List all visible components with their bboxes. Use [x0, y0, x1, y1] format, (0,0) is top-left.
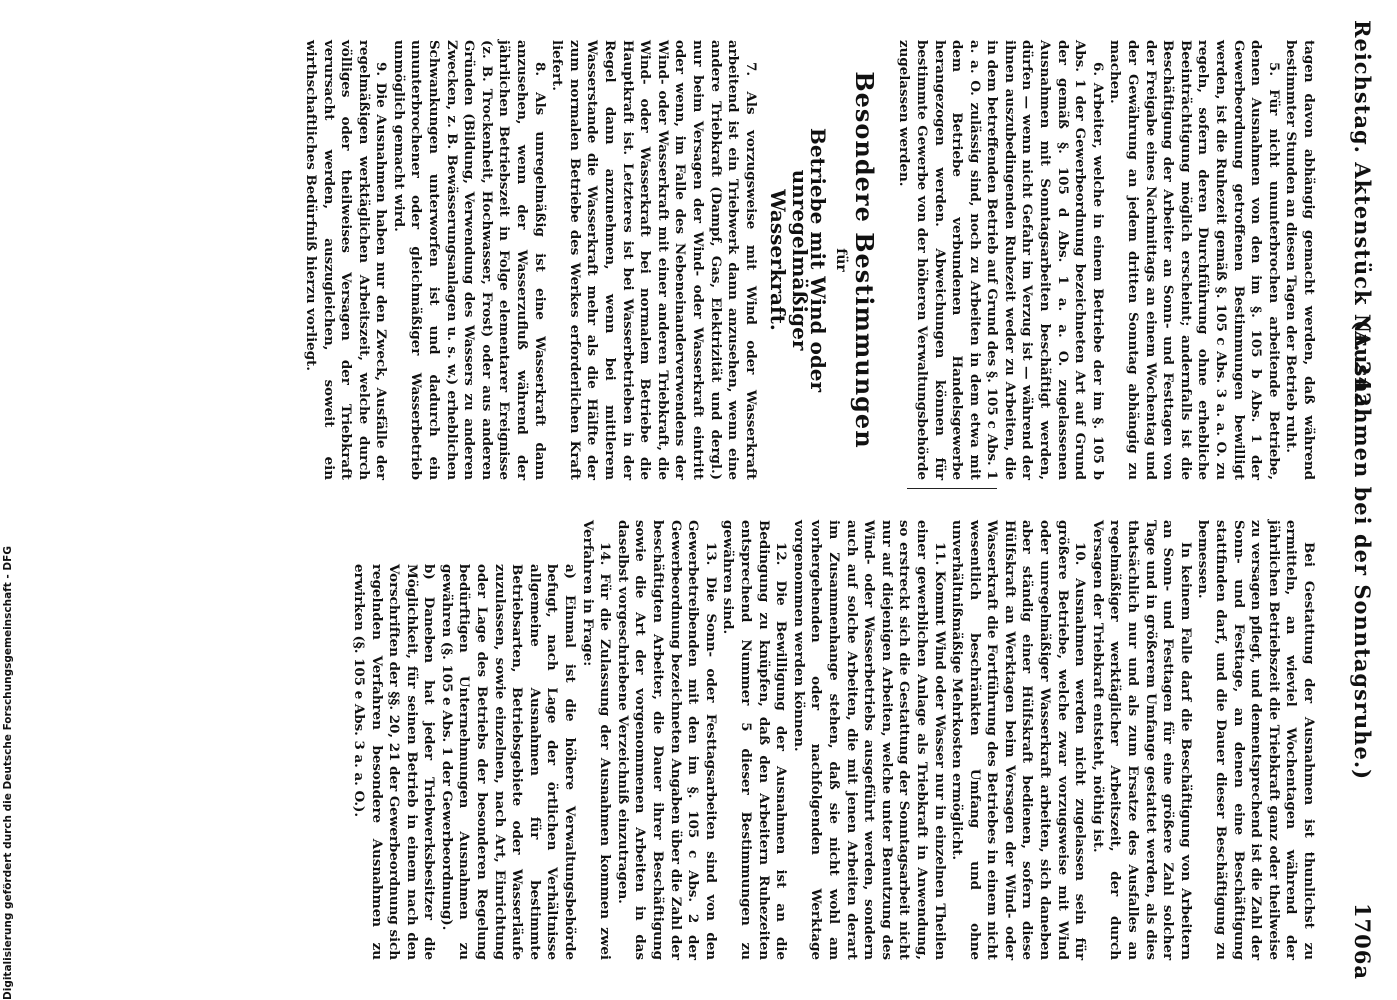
paragraph-10: 10. Ausnahmen werden nicht zugelassen sein für größere Betriebe, welche zwar vorzugsweise mit Wind oder unregelmäßiger Wasserkraft arbeiten, sich daneben aber ständig einer Hülfskraft bedienen, sofern diese Hülfskraft an Werktagen beim Versagen der Wind- oder Wasserkraft die Fortführung des Betriebes in einem nicht wesentlich beschränkten Umfang und ohne unverhältnißmäßige Mehrkosten ermöglicht. [949, 520, 1089, 960]
paragraph-12: 12. Die Bewilligung der Ausnahmen ist an die Bedingung zu knüpfen, daß den Arbeitern Ruhezeiten entsprechend Nummer 5 dieser Bestimmungen zu gewähren sind. [720, 520, 790, 960]
section-subtitle-line-1: Betriebe mit Wind oder unregelmäßiger [787, 127, 830, 393]
list-item-a: a) Einmal ist die höhere Verwaltungsbehörde befugt, nach Lage der örtlichen Verhältnisse allgemeine Ausnahmen für bestimmte Betriebsarten, Betriebsgebiete oder Wasserläufe zuzulassen, sowie einzelnen, nach Art, Einrichtung oder Lage des Betriebs der besonderen Regelung bedürftigen Unternehmungen Ausnahmen zu gewähren (§. 105 e Abs. 1 der Gewerbeordnung). [438, 564, 579, 960]
page-number: 1706a [1350, 902, 1375, 980]
paragraph-6: 6. Arbeiter, welche in einem Betriebe der im §. 105 b Abs. 1 der Gewerbeordnung bezeichneten Art auf Grund der gemäß §. 105 d Abs. 1 a. a. O. zugelassenen Ausnahmen mit Sonntagsarbeiten beschäftigt werden, dürfen — wenn nicht Gefahr im Verzug ist — während der ihnen auszubedingenden Ruhezeit weder zu Arbeiten, die in dem betreffenden Betrieb auf Grund des §. 105 c Abs. 1 a. a. O. zulässig sind, noch zu Arbeiten in dem etwa mit dem Betriebe verbundenen Handelsgewerbe herangezogen werden. Abweichungen können für bestimmte Gewerbe von der höheren Verwaltungsbehörde zugelassen werden. [896, 40, 1106, 480]
paragraph-7: 7. Als vorzugsweise mit Wind oder Wasserkraft arbeitend ist ein Triebwerk dann anzusehen, wenn eine andere Triebkraft (Dampf, Gas, Elektrizität und dergl.) nur beim Versagen der Wind- oder Wasserkraft eintritt oder wenn, im Falle des Nebeneinanderverwendens der Wind- oder Wasserkraft mit einer anderen Triebkraft, die Wind- oder Wasserkraft bei normalem Betriebe die Hauptkraft ist. Letzteres ist bei Wasserbetrieben in der Regel dann anzunehmen, wenn bei mittlerem Wasserstande die Wasserkraft mehr als die Hälfte der zum normalen Betriebe des Werkes erforderlichen Kraft liefert. [549, 40, 759, 480]
column-divider [907, 488, 997, 489]
paragraph: Bei Gestattung der Ausnahmen ist thunlichst zu ermitteln, an wieviel Wochentagen während der jährlichen Betriebszeit die Triebkraft ganz oder theilweise zu versagen pflegt, und dementsprechend ist die Zahl der Sonn- und Festtage, an denen eine Beschäftigung stattfinden darf, und die Dauer dieser Beschäftigung zu bemessen. [1195, 520, 1317, 960]
paragraph-9: 9. Die Ausnahmen haben nur den Zweck, Ausfälle der regelmäßigen werktäglichen Arbeitszeit, welche durch völliges oder theilweises Versagen der Triebkraft verursacht werden, auszugleichen, soweit ein wirthschaftliches Bedürfniß hierzu vorliegt. [302, 40, 390, 480]
header-left: Reichstag. Aktenstück Nr. 242. [1350, 20, 1375, 416]
list-item-b: b) Daneben hat jeder Triebwerksbesitzer die Möglichkeit, für seinen Betrieb in einem nach den Vorschriften der §§. 20, 21 der Gewerbeordnung sich regelnden Verfahren besondere Ausnahmen zu erwirken (§. 105 e Abs. 3 a. a. O.). [350, 564, 438, 960]
left-column [301, 40, 1317, 480]
footer-text: Digitalisierung gefördert durch die Deutsche Forschungsgemeinschaft - DFG [2, 546, 14, 1000]
paragraph: tagen davon abhängig gemacht werden, daß während bestimmter Stunden an diesen Tagen der Betrieb ruht. [1283, 40, 1317, 480]
paragraph: In keinem Falle darf die Beschäftigung von Arbeitern an Sonn- und Festtagen für eine größere Zahl solcher Tage und in größerem Umfange gestattet werden, als dies thatsächlich nur und als zum Ersatze des Ausfalles an regelmäßiger werktäglicher Arbeitszeit, der durch Versagen der Triebkraft entsteht, nöthig ist. [1089, 520, 1194, 960]
paragraph-8: 8. Als unregelmäßig ist eine Wasserkraft dann anzusehen, wenn der Wasserzufluß während der jährlichen Betriebszeit in Folge elementarer Ereignisse (z. B. Trockenheit, Hochwasser, Frost) oder aus anderen Gründen (Bildung, Verwendung des Wassers zu anderen Zwecken, z. B. Bewässerungsanlagen u. s. w.) erheblichen Schwankungen unterworfen ist und dadurch ein ununterbrochener oder gleichmäßiger Wasserbetrieb unmöglich gemacht wird. [390, 40, 548, 480]
paragraph-14: 14. Für die Zulassung der Ausnahmen kommen zwei Verfahren in Frage: [579, 520, 614, 960]
section-title: Besondere Bestimmungen [849, 71, 879, 449]
paragraph-13: 13. Die Sonn- oder Festtagsarbeiten sind von den Gewerbetreibenden mit den im §. 105 c Abs. 2 der Gewerbeordnung bezeichneten Angaben über die Zahl der beschäftigten Arbeiter, die Dauer ihrer Beschäftigung sowie die Art der vorgenommenen Arbeiten in das daselbst vorgeschriebene Verzeichniß einzutragen. [614, 520, 719, 960]
section-subtitle-line-2: Wasserkraft. [766, 189, 791, 331]
header-center: (Ausnahmen bei der Sonntagsruhe.) [1350, 320, 1375, 781]
paragraph-5: 5. Für nicht ununterbrochen arbeitende Betriebe, denen Ausnahmen von den im §. 105 b Abs. 1 der Gewerbeordnung getroffenen Bestimmungen bewilligt werden, ist die Ruhezeit gemäß §. 105 c Abs. 3 a. a. O. zu regeln, sofern deren Durchführung ohne erhebliche Beeinträchtigung möglich erscheint; andernfalls ist die Beschäftigung der Arbeiter an Sonn- und Festtagen von der Freigabe eines Nachmittags an einem Wochentag und der Gewährung an jedem dritten Sonntag abhängig zu machen. [1107, 40, 1282, 480]
section-subtitle-fur: für [833, 248, 850, 272]
footer-credit [2, 546, 16, 1000]
paragraph-11: 11. Kommt Wind oder Wasser nur in einzelnen Theilen einer gewerblichen Anlage als Triebkraft in Anwendung, so erstreckt sich die Gestattung der Sonntagsarbeit nicht nur auf diejenigen Arbeiten, welche unter Benutzung des Wind- oder Wasserbetriebs ausgeführt werden, sondern auch auf solche Arbeiten, die mit jenen Arbeiten derart im Zusammenhange stehen, daß sie nicht wohl am vorhergehenden oder nachfolgenden Werktage vorgenommen werden können. [790, 520, 948, 960]
right-column [349, 520, 1317, 960]
page-header [1335, 20, 1375, 980]
